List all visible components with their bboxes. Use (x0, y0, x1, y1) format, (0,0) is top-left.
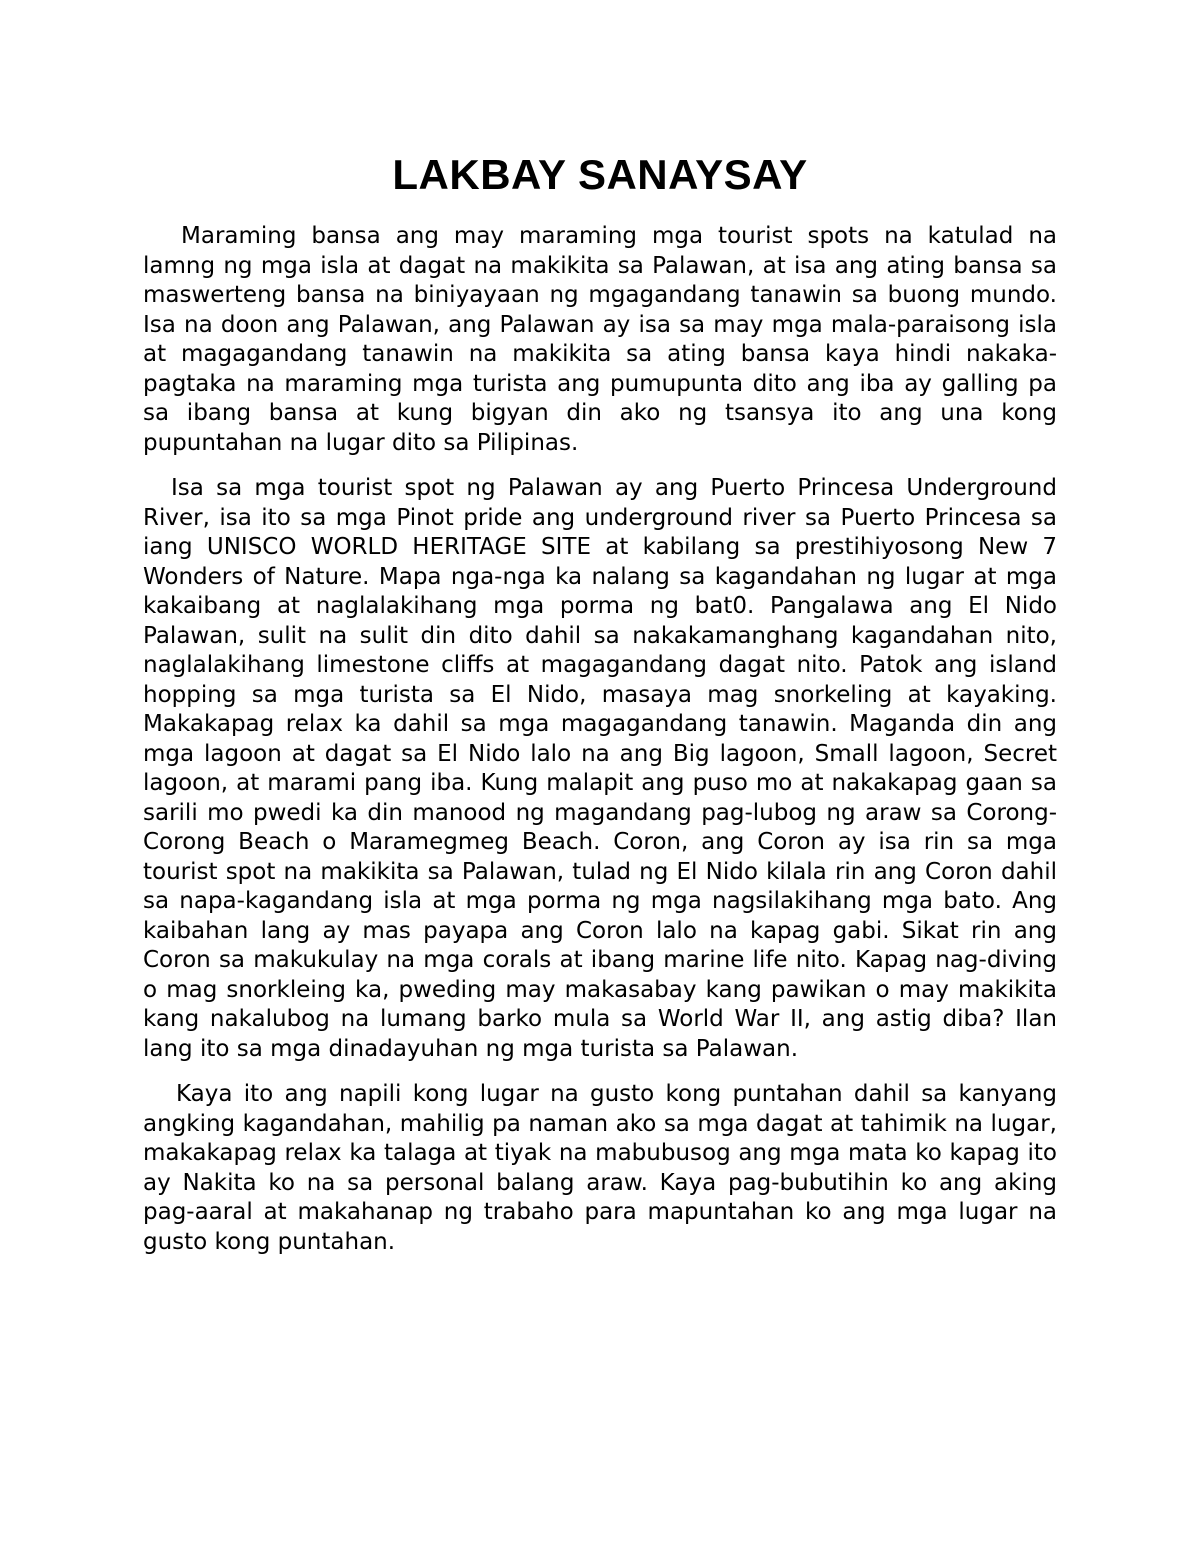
paragraph-tourist-spots: Isa sa mga tourist spot ng Palawan ay ang Puerto Princesa Underground River, isa ito sa mga Pinot pride ang underground river sa Puerto Princesa sa iang UNISCO WORLD HERITAGE SITE at kabilang sa prestihiyosong New 7 Wonders of Nature. Mapa nga-nga ka nalang sa kagandahan ng lugar at mga kakaibang at naglalakihang mga porma ng bat0. Pangalawa ang El Nido Palawan, sulit na sulit din dito dahil sa nakakamanghang kagandahan nito, naglalakihang limestone cliffs at magagandang dagat nito. Patok ang island hopping sa mga turista sa El Nido, masaya mag snorkeling at kayaking. Makakapag relax ka dahil sa mga magagandang tanawin. Maganda din ang mga lagoon at dagat sa El Nido lalo na ang Big lagoon, Small lagoon, Secret lagoon, at marami pang iba. Kung malapit ang puso mo at nakakapag gaan sa sarili mo pwedi ka din manood ng magandang pag-lubog ng araw sa Corong-Corong Beach o Maramegmeg Beach. Coron, ang Coron ay isa rin sa mga tourist spot na makikita sa Palawan, tulad ng El Nido kilala rin ang Coron dahil sa napa-kagandang isla at mga porma ng mga nagsilakihang mga bato. Ang kaibahan lang ay mas payapa ang Coron lalo na kapag gabi. Sikat rin ang Coron sa makukulay na mga corals at ibang marine life nito. Kapag nag-diving o mag snorkleing ka, pweding may makasabay kang pawikan o may makikita kang nakalubog na lumang barko mula sa World War II, ang astig diba? Ilan lang ito sa mga dinadayuhan ng mga turista sa Palawan. (143, 475, 1057, 1062)
paragraph-conclusion: Kaya ito ang napili kong lugar na gusto kong puntahan dahil sa kanyang angking kagandahan, mahilig pa naman ako sa mga dagat at tahimik na lugar, makakapag relax ka talaga at tiyak na mabubusog ang mga mata ko kapag ito ay Nakita ko na sa personal balang araw. Kaya pag-bubutihin ko ang aking pag-aaral at makahanap ng trabaho para mapuntahan ko ang mga lugar na gusto kong puntahan. (143, 1081, 1057, 1255)
paragraph-intro: Maraming bansa ang may maraming mga tourist spots na katulad na lamng ng mga isla at dagat na makikita sa Palawan, at isa ang ating bansa sa maswerteng bansa na biniyayaan ng mgagandang tanawin sa buong mundo. Isa na doon ang Palawan, ang Palawan ay isa sa may mga mala-paraisong isla at magagandang tanawin na makikita sa ating bansa kaya hindi nakaka-pagtaka na maraming mga turista ang pumupunta dito ang iba ay galling pa sa ibang bansa at kung bigyan din ako ng tsansya ito ang una kong pupuntahan na lugar dito sa Pilipinas. (143, 223, 1057, 456)
document-body (143, 222, 1057, 1257)
document-title: LAKBAY SANAYSAY (392, 151, 808, 198)
